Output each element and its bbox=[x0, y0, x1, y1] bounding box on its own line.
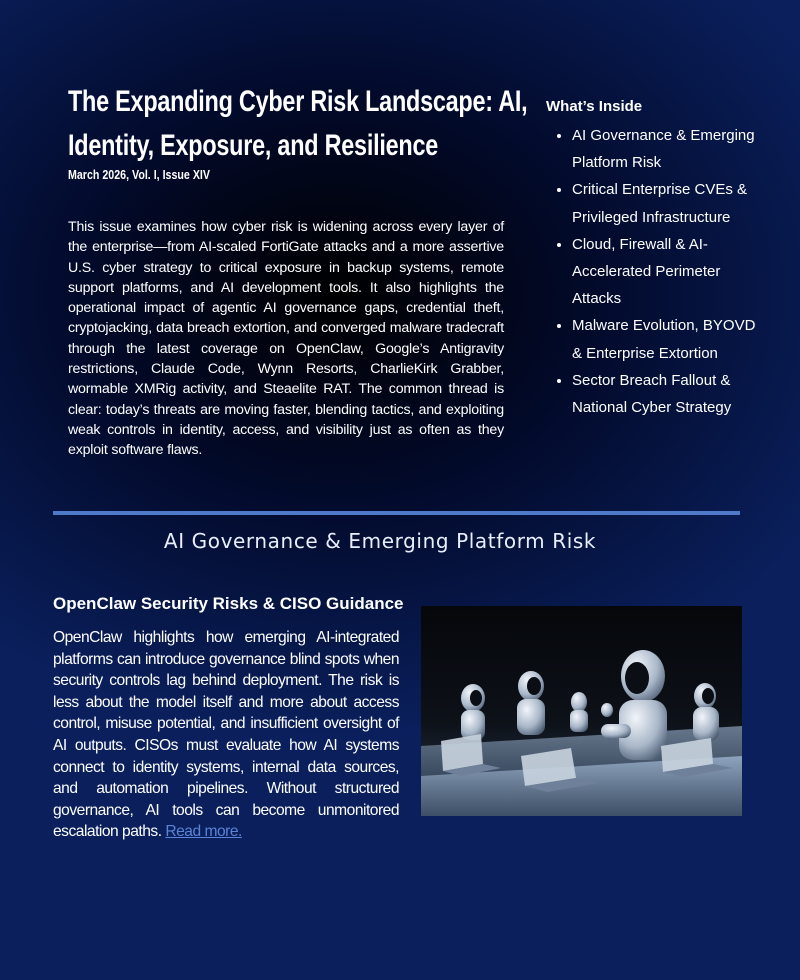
section-divider bbox=[53, 511, 740, 515]
robots-at-laptops-illustration bbox=[421, 606, 742, 816]
whats-inside-item[interactable]: • Critical Enterprise CVEs & Privileged Infrastructure bbox=[572, 176, 756, 230]
whats-inside-heading: What’s Inside bbox=[546, 98, 643, 115]
whats-inside-item[interactable]: • Malware Evolution, BYOVD & Enterprise Extortion bbox=[572, 312, 756, 366]
issue-line: March 2026, Vol. I, Issue XIV bbox=[68, 167, 211, 182]
article-image bbox=[421, 606, 742, 816]
read-more-link[interactable]: Read more. bbox=[165, 823, 242, 841]
whats-inside-item[interactable]: • Cloud, Firewall & AI-Accelerated Perimeter Attacks bbox=[572, 231, 756, 313]
newsletter-title: The Expanding Cyber Risk Landscape: AI, Identity, Exposure, and Resilience bbox=[68, 85, 528, 162]
article-title: OpenClaw Security Risks & CISO Guidance bbox=[53, 594, 404, 613]
whats-inside-list bbox=[546, 122, 756, 421]
whats-inside-panel bbox=[546, 96, 756, 421]
intro-paragraph: This issue examines how cyber risk is widening across every layer of the enterprise—from AI-scaled FortiGate attacks and a more assertive U.S. cyber strategy to critical exposure in backup systems, remote support platforms, and AI development tools. It also highlights the operational impact of agentic AI governance gaps, credential theft, cryptojacking, data breach extortion, and converged malware tradecraft through the latest coverage on OpenClaw, Google’s Antigravity restrictions, Claude Code, Wynn Resorts, CharlieKirk Grabber, wormable XMRig activity, and Steaelite RAT. The common thread is clear: today’s threats are moving faster, blending tactics, and exploiting weak controls in identity, access, and visibility just as often as they exploit software flaws. bbox=[68, 219, 504, 459]
article-body-text: OpenClaw highlights how emerging AI-integrated platforms can introduce governance blind spots when security controls lag behind deployment. The risk is less about the model itself and more about access control, misuse potential, and insufficient oversight of AI outputs. CISOs must evaluate how AI systems connect to identity systems, internal data sources, and automation pipelines. Without structured governance, AI tools can become unmonitored escalation paths. bbox=[53, 629, 399, 841]
whats-inside-item[interactable]: • Sector Breach Fallout & National Cyber Strategy bbox=[572, 367, 756, 421]
whats-inside-item[interactable]: • AI Governance & Emerging Platform Risk bbox=[572, 122, 756, 176]
section-title: AI Governance & Emerging Platform Risk bbox=[163, 529, 597, 553]
article-body bbox=[53, 627, 399, 843]
